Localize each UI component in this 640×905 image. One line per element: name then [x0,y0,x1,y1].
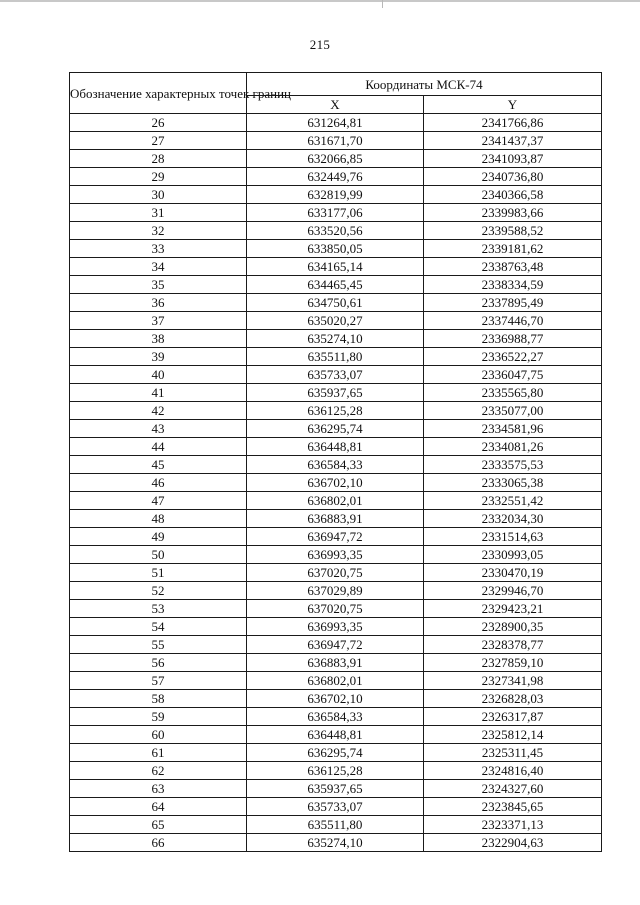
table-row [70,636,602,654]
table-row [70,654,602,672]
y-coordinate-cell: 2336988,77 [424,330,602,348]
x-coordinate-cell: 634465,45 [247,276,424,294]
point-number-cell: 35 [70,276,247,294]
y-coordinate-cell: 2329946,70 [424,582,602,600]
x-coordinate-cell: 632066,85 [247,150,424,168]
x-coordinate-cell: 636584,33 [247,708,424,726]
x-coordinate-cell: 635733,07 [247,366,424,384]
point-number-cell: 47 [70,492,247,510]
x-coordinate-cell: 635274,10 [247,834,424,852]
table-row [70,384,602,402]
x-coordinate-cell: 634750,61 [247,294,424,312]
y-coordinate-cell: 2340366,58 [424,186,602,204]
y-coordinate-cell: 2332551,42 [424,492,602,510]
table-row [70,492,602,510]
table-row [70,528,602,546]
x-coordinate-cell: 636993,35 [247,546,424,564]
x-coordinate-cell: 637029,89 [247,582,424,600]
table-row [70,834,602,852]
x-coordinate-cell: 635937,65 [247,780,424,798]
y-coordinate-cell: 2326828,03 [424,690,602,708]
x-coordinate-cell: 636584,33 [247,456,424,474]
point-number-cell: 33 [70,240,247,258]
point-number-cell: 58 [70,690,247,708]
y-coordinate-cell: 2325812,14 [424,726,602,744]
x-coordinate-cell: 636125,28 [247,402,424,420]
y-coordinate-cell: 2339588,52 [424,222,602,240]
table-row [70,708,602,726]
point-number-cell: 60 [70,726,247,744]
x-coordinate-cell: 631671,70 [247,132,424,150]
point-number-cell: 30 [70,186,247,204]
x-coordinate-cell: 636125,28 [247,762,424,780]
y-coordinate-cell: 2340736,80 [424,168,602,186]
table-row [70,150,602,168]
y-coordinate-cell: 2324327,60 [424,780,602,798]
x-coordinate-cell: 636448,81 [247,438,424,456]
point-number-cell: 36 [70,294,247,312]
table-row [70,312,602,330]
point-number-cell: 57 [70,672,247,690]
point-number-cell: 39 [70,348,247,366]
x-coordinate-cell: 635733,07 [247,798,424,816]
x-coordinate-cell: 635020,27 [247,312,424,330]
y-coordinate-cell: 2330470,19 [424,564,602,582]
x-coordinate-cell: 632449,76 [247,168,424,186]
y-coordinate-cell: 2336047,75 [424,366,602,384]
table-row [70,186,602,204]
table-row [70,258,602,276]
y-coordinate-cell: 2334581,96 [424,420,602,438]
x-coordinate-cell: 635937,65 [247,384,424,402]
x-coordinate-cell: 632819,99 [247,186,424,204]
y-coordinate-cell: 2332034,30 [424,510,602,528]
header-point-designation: Обозначение характерных точек границ [70,73,247,114]
table-header-row [70,73,602,96]
y-coordinate-cell: 2323371,13 [424,816,602,834]
table-row [70,438,602,456]
table-row [70,510,602,528]
x-coordinate-cell: 636448,81 [247,726,424,744]
point-number-cell: 55 [70,636,247,654]
point-number-cell: 44 [70,438,247,456]
point-number-cell: 46 [70,474,247,492]
x-coordinate-cell: 635274,10 [247,330,424,348]
point-number-cell: 31 [70,204,247,222]
point-number-cell: 27 [70,132,247,150]
x-coordinate-cell: 635511,80 [247,348,424,366]
y-coordinate-cell: 2341437,37 [424,132,602,150]
table-row [70,762,602,780]
table-row [70,546,602,564]
point-number-cell: 45 [70,456,247,474]
y-coordinate-cell: 2335077,00 [424,402,602,420]
point-number-cell: 38 [70,330,247,348]
point-number-cell: 42 [70,402,247,420]
point-number-cell: 32 [70,222,247,240]
table-row [70,816,602,834]
y-coordinate-cell: 2338334,59 [424,276,602,294]
x-coordinate-cell: 636947,72 [247,528,424,546]
y-coordinate-cell: 2338763,48 [424,258,602,276]
table-row [70,366,602,384]
table-row [70,348,602,366]
table-row [70,744,602,762]
table-row [70,204,602,222]
x-coordinate-cell: 636802,01 [247,672,424,690]
table-row [70,240,602,258]
table-row [70,474,602,492]
table-row [70,114,602,132]
table-row [70,690,602,708]
point-number-cell: 54 [70,618,247,636]
point-number-cell: 37 [70,312,247,330]
x-coordinate-cell: 635511,80 [247,816,424,834]
header-x: X [247,96,424,114]
table-row [70,330,602,348]
y-coordinate-cell: 2339181,62 [424,240,602,258]
table-row [70,168,602,186]
table-row [70,276,602,294]
point-number-cell: 61 [70,744,247,762]
point-number-cell: 52 [70,582,247,600]
table-header [70,73,602,114]
x-coordinate-cell: 636295,74 [247,420,424,438]
table-row [70,672,602,690]
x-coordinate-cell: 633520,56 [247,222,424,240]
page-number: 215 [309,37,331,52]
y-coordinate-cell: 2324816,40 [424,762,602,780]
x-coordinate-cell: 636993,35 [247,618,424,636]
point-number-cell: 51 [70,564,247,582]
x-coordinate-cell: 637020,75 [247,600,424,618]
table-row [70,402,602,420]
y-coordinate-cell: 2337895,49 [424,294,602,312]
y-coordinate-cell: 2328900,35 [424,618,602,636]
table-row [70,132,602,150]
table-row [70,798,602,816]
header-coordinates-msk74: Координаты МСК-74 [247,73,602,96]
table-row [70,618,602,636]
point-number-cell: 65 [70,816,247,834]
table-row [70,726,602,744]
table-row [70,564,602,582]
y-coordinate-cell: 2326317,87 [424,708,602,726]
x-coordinate-cell: 631264,81 [247,114,424,132]
y-coordinate-cell: 2327341,98 [424,672,602,690]
x-coordinate-cell: 636702,10 [247,690,424,708]
point-number-cell: 40 [70,366,247,384]
table-row [70,294,602,312]
point-number-cell: 48 [70,510,247,528]
point-number-cell: 26 [70,114,247,132]
y-coordinate-cell: 2331514,63 [424,528,602,546]
y-coordinate-cell: 2341093,87 [424,150,602,168]
point-number-cell: 29 [70,168,247,186]
y-coordinate-cell: 2337446,70 [424,312,602,330]
y-coordinate-cell: 2334081,26 [424,438,602,456]
x-coordinate-cell: 636883,91 [247,654,424,672]
coordinates-table [69,72,602,852]
point-number-cell: 56 [70,654,247,672]
point-number-cell: 49 [70,528,247,546]
point-number-cell: 53 [70,600,247,618]
x-coordinate-cell: 636702,10 [247,474,424,492]
y-coordinate-cell: 2335565,80 [424,384,602,402]
y-coordinate-cell: 2322904,63 [424,834,602,852]
x-coordinate-cell: 637020,75 [247,564,424,582]
y-coordinate-cell: 2339983,66 [424,204,602,222]
x-coordinate-cell: 636295,74 [247,744,424,762]
header-y: Y [424,96,602,114]
y-coordinate-cell: 2330993,05 [424,546,602,564]
y-coordinate-cell: 2333575,53 [424,456,602,474]
point-number-cell: 50 [70,546,247,564]
table-row [70,420,602,438]
x-coordinate-cell: 636883,91 [247,510,424,528]
scan-tick-mark [382,0,383,8]
point-number-cell: 59 [70,708,247,726]
table-row [70,600,602,618]
point-number-cell: 63 [70,780,247,798]
y-coordinate-cell: 2323845,65 [424,798,602,816]
table-row [70,780,602,798]
point-number-cell: 41 [70,384,247,402]
point-number-cell: 64 [70,798,247,816]
point-number-cell: 62 [70,762,247,780]
table-row [70,222,602,240]
y-coordinate-cell: 2341766,86 [424,114,602,132]
x-coordinate-cell: 633177,06 [247,204,424,222]
y-coordinate-cell: 2325311,45 [424,744,602,762]
y-coordinate-cell: 2333065,38 [424,474,602,492]
scan-top-rule [0,0,640,2]
x-coordinate-cell: 636947,72 [247,636,424,654]
y-coordinate-cell: 2336522,27 [424,348,602,366]
table-row [70,456,602,474]
y-coordinate-cell: 2328378,77 [424,636,602,654]
x-coordinate-cell: 634165,14 [247,258,424,276]
x-coordinate-cell: 636802,01 [247,492,424,510]
table-body [70,114,602,852]
y-coordinate-cell: 2327859,10 [424,654,602,672]
table-row [70,582,602,600]
point-number-cell: 28 [70,150,247,168]
point-number-cell: 34 [70,258,247,276]
point-number-cell: 43 [70,420,247,438]
point-number-cell: 66 [70,834,247,852]
x-coordinate-cell: 633850,05 [247,240,424,258]
y-coordinate-cell: 2329423,21 [424,600,602,618]
